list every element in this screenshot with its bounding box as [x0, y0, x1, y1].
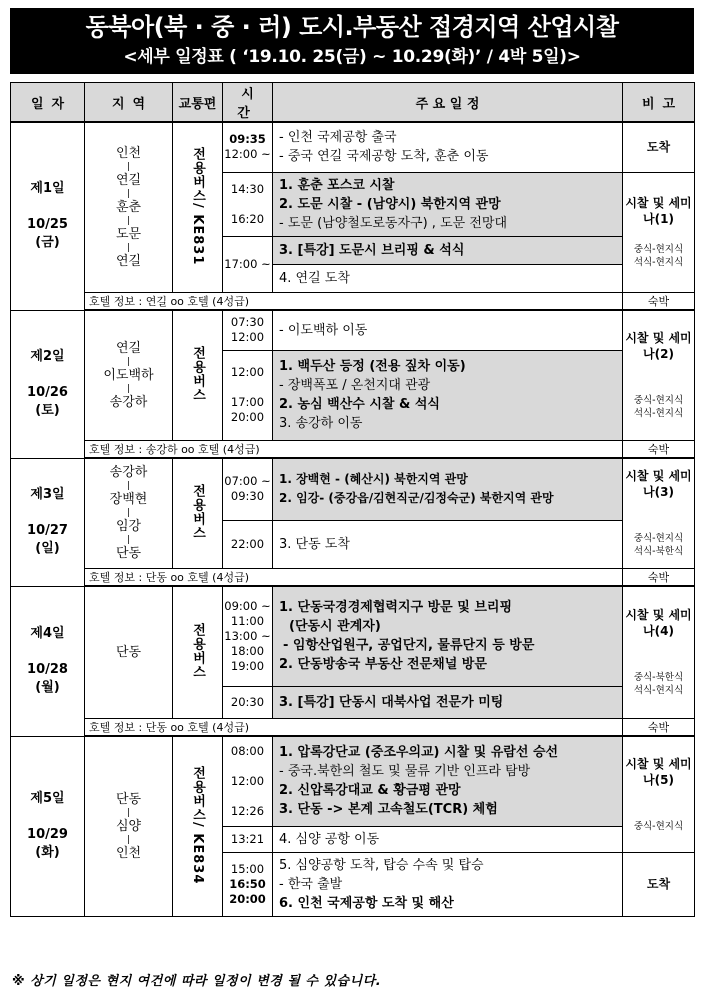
schedule-cell: 1. 장백현 - (혜산시) 북한지역 관망 2. 임강- (중강읍/김현직군/김정숙군) 북한지역 관망	[273, 458, 623, 520]
hotel-note: 숙박	[623, 718, 695, 736]
schedule-cell: 1. 압록강단교 (중조우의교) 시찰 및 유람선 승선 - 중국.북한의 철도 및 물류 기반 인프라 탐방 2. 신압록강대교 & 황금평 관망 3. 단동 -> 본계 고속철도(TCR) 체험	[273, 736, 623, 826]
route-cell-5: 단동 | 심양 | 인천	[85, 736, 173, 916]
schedule-cell: 3. [특강] 도문시 브리핑 & 석식 4. 연길 도착	[273, 236, 623, 292]
schedule-cell: 1. 훈춘 포스코 시찰 2. 도문 시찰 - (남양시) 북한지역 관망 - 도문 (남양철도로동자구) , 도문 전망대	[273, 172, 623, 236]
transport-cell-2: 전용버스	[173, 310, 223, 440]
transport-cell-1: 전용버스/ KE831	[173, 122, 223, 292]
header-region: 지역	[85, 83, 173, 123]
remarks-cell: 도착	[623, 122, 695, 172]
schedule-cell: 1. 단동국경경제협력지구 방문 및 브리핑 (단동시 관계자) - 임항산업원구, 공업단지, 물류단지 등 방문 2. 단동방송국 부동산 전문채널 방문	[273, 586, 623, 686]
schedule-cell: 3. [특강] 단동시 대북사업 전문가 미팅	[273, 686, 623, 718]
hotel-info: 호텔 정보 : 단동 oo 호텔 (4성급)	[85, 568, 623, 586]
hotel-row	[11, 718, 695, 736]
time-cell: 20:30	[223, 686, 273, 718]
page-title: 동북아(북 · 중 · 러) 도시.부동산 접경지역 산업시찰	[85, 13, 619, 41]
route-cell-3: 송강하 | 장백현 | 임강 | 단동	[85, 458, 173, 568]
day-cell-5: 제5일 10/29 (화)	[11, 736, 85, 916]
time-cell: 22:00	[223, 520, 273, 568]
transport-cell-4: 전용버스	[173, 586, 223, 718]
time-cell: 17:00 ~	[223, 236, 273, 292]
hotel-note: 숙박	[623, 292, 695, 310]
time-cell: 07:30 12:00	[223, 310, 273, 350]
table-row	[11, 736, 695, 826]
transport-cell-3: 전용버스	[173, 458, 223, 568]
schedule-cell: 3. 단동 도착	[273, 520, 623, 568]
page-subtitle: <세부 일정표 ( ‘19.10. 25(금) ~ 10.29(화)’ / 4박 5일)>	[123, 47, 581, 67]
schedule-table	[10, 82, 695, 917]
remarks-cell: 시찰 및 세미나(3) 중식-현지식 석식-북한식	[623, 458, 695, 568]
route-cell-1: 인천 | 연길 | 훈춘 | 도문 | 연길	[85, 122, 173, 292]
time-cell: 07:00 ~ 09:30	[223, 458, 273, 520]
remarks-cell: 시찰 및 세미나(4) 중식-북한식 석식-현지식	[623, 586, 695, 718]
header-time: 시간	[223, 83, 273, 123]
day-cell-2: 제2일 10/26 (토)	[11, 310, 85, 458]
header-schedule: 주 요 일 정	[273, 83, 623, 123]
schedule-cell: - 이도백하 이동	[273, 310, 623, 350]
time-cell: 14:30 16:20	[223, 172, 273, 236]
table-row	[11, 586, 695, 686]
footer-note: ※ 상기 일정은 현지 여건에 따라 일정이 변경 될 수 있습니다.	[12, 974, 382, 989]
table-row	[11, 122, 695, 172]
time-cell: 12:00 17:00 20:00	[223, 350, 273, 440]
time-cell: 13:21	[223, 826, 273, 852]
time-cell: 09:00 ~ 11:00 13:00 ~ 18:00 19:00	[223, 586, 273, 686]
hotel-row	[11, 292, 695, 310]
table-row	[11, 310, 695, 350]
remarks-cell: 시찰 및 세미나(1) 중식-현지식 석식-현지식	[623, 172, 695, 292]
remarks-cell: 도착	[623, 852, 695, 916]
time-cell: 09:35 12:00 ~	[223, 122, 273, 172]
header-date: 일자	[11, 83, 85, 123]
transport-cell-5: 전용버스/ KE834	[173, 736, 223, 916]
day-cell-1: 제1일 10/25 (금)	[11, 122, 85, 310]
table-row	[11, 458, 695, 520]
remarks-cell: 시찰 및 세미나(2) 중식-현지식 석식-현지식	[623, 310, 695, 440]
route-cell-4: 단동	[85, 586, 173, 718]
day-cell-3: 제3일 10/27 (일)	[11, 458, 85, 586]
day-cell-4: 제4일 10/28 (월)	[11, 586, 85, 736]
title-banner	[10, 8, 694, 74]
schedule-cell: 5. 심양공항 도착, 탑승 수속 및 탑승 - 한국 출발 6. 인천 국제공항 도착 및 해산	[273, 852, 623, 916]
hotel-note: 숙박	[623, 440, 695, 458]
header-remarks: 비고	[623, 83, 695, 123]
schedule-cell: - 인천 국제공항 출국 - 중국 연길 국제공항 도착, 훈춘 이동	[273, 122, 623, 172]
route-cell-2: 연길 | 이도백하 | 송강하	[85, 310, 173, 440]
table-header-row	[11, 83, 695, 123]
hotel-info: 호텔 정보 : 송강하 oo 호텔 (4성급)	[85, 440, 623, 458]
time-cell: 15:00 16:50 20:00	[223, 852, 273, 916]
hotel-info: 호텔 정보 : 단동 oo 호텔 (4성급)	[85, 718, 623, 736]
remarks-cell: 시찰 및 세미나(5) 중식-현지식	[623, 736, 695, 852]
hotel-note: 숙박	[623, 568, 695, 586]
header-transport: 교통편	[173, 83, 223, 123]
hotel-info: 호텔 정보 : 연길 oo 호텔 (4성급)	[85, 292, 623, 310]
schedule-cell: 1. 백두산 등정 (전용 짚차 이동) - 장백폭포 / 온천지대 관광 2. 농심 백산수 시찰 & 석식 3. 송강하 이동	[273, 350, 623, 440]
hotel-row	[11, 440, 695, 458]
schedule-cell: 4. 심양 공항 이동	[273, 826, 623, 852]
time-cell: 08:00 12:00 12:26	[223, 736, 273, 826]
hotel-row	[11, 568, 695, 586]
